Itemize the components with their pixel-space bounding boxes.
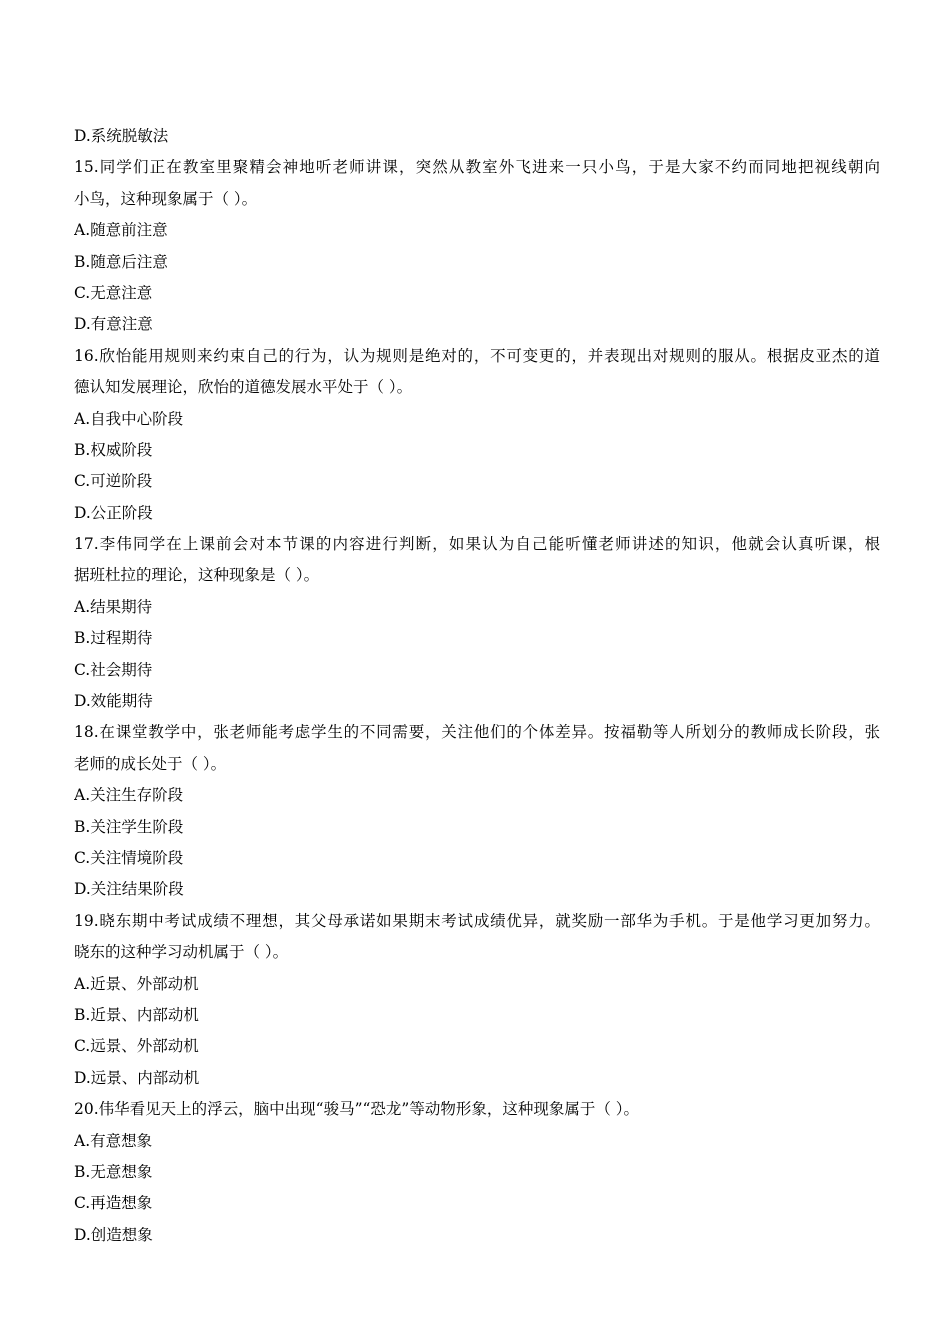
option-d-q14: D.系统脱敏法: [74, 127, 169, 145]
question-list: [74, 121, 880, 1251]
option-d-q20: D.创造想象: [74, 1225, 153, 1244]
question-18-text: 18.在课堂教学中，张老师能考虑学生的不同需要，关注他们的个体差异。按福勒等人所划分的教师成长阶段，张: [74, 723, 880, 742]
option-a-q19: A.近景、外部动机: [74, 974, 199, 993]
option-c-q20: C.再造想象: [74, 1194, 153, 1213]
question-20-text: 20.伟华看见天上的浮云，脑中出现“骏马”“恐龙”等动物形象，这种现象属于（ ）。: [74, 1100, 640, 1119]
option-c-q19: C.远景、外部动机: [74, 1037, 199, 1056]
option-a-q16: A.自我中心阶段: [74, 409, 184, 428]
option-c-q15: C.无意注意: [74, 283, 153, 302]
question-15-text: 15.同学们正在教室里聚精会神地听老师讲课，突然从教室外飞进来一只小鸟，于是大家不约而同地把视线朝向: [74, 158, 880, 177]
question-16-text: 16.欣怡能用规则来约束自己的行为，认为规则是绝对的，不可变更的，并表现出对规则的服从。根据皮亚杰的道: [74, 346, 880, 365]
option-d-q15: D.有意注意: [74, 315, 153, 334]
option-d-q17: D.效能期待: [74, 692, 153, 711]
question-18-text-cont: 老师的成长处于（ ）。: [74, 754, 227, 773]
question-17-text-cont: 据班杜拉的理论，这种现象是（ ）。: [74, 566, 320, 585]
option-b-q20: B.无意想象: [74, 1162, 153, 1181]
option-c-q18: C.关注情境阶段: [74, 848, 184, 867]
option-b-q19: B.近景、内部动机: [74, 1005, 199, 1024]
option-d-q18: D.关注结果阶段: [74, 880, 184, 899]
option-b-q15: B.随意后注意: [74, 252, 168, 271]
option-b-q16: B.权威阶段: [74, 440, 153, 459]
option-a-q15: A.随意前注意: [74, 221, 168, 240]
option-b-q17: B.过程期待: [74, 629, 153, 648]
option-a-q18: A.关注生存阶段: [74, 786, 184, 805]
option-a-q20: A.有意想象: [74, 1131, 153, 1150]
option-c-q16: C.可逆阶段: [74, 472, 153, 491]
option-d-q19: D.远景、内部动机: [74, 1068, 200, 1087]
question-19-text-cont: 晓东的这种学习动机属于（ ）。: [74, 943, 289, 962]
option-c-q17: C.社会期待: [74, 660, 153, 679]
option-d-q16: D.公正阶段: [74, 503, 153, 522]
question-17-text: 17.李伟同学在上课前会对本节课的内容进行判断，如果认为自己能听懂老师讲述的知识，他就会认真听课，根: [74, 535, 880, 554]
question-15-text-cont: 小鸟，这种现象属于（ ）。: [74, 189, 258, 208]
question-16-text-cont: 德认知发展理论，欣怡的道德发展水平处于（ ）。: [74, 378, 413, 397]
question-19-text: 19.晓东期中考试成绩不理想，其父母承诺如果期末考试成绩优异，就奖励一部华为手机。于是他学习更加努力。: [74, 911, 880, 930]
option-b-q18: B.关注学生阶段: [74, 817, 184, 836]
option-a-q17: A.结果期待: [74, 597, 153, 616]
